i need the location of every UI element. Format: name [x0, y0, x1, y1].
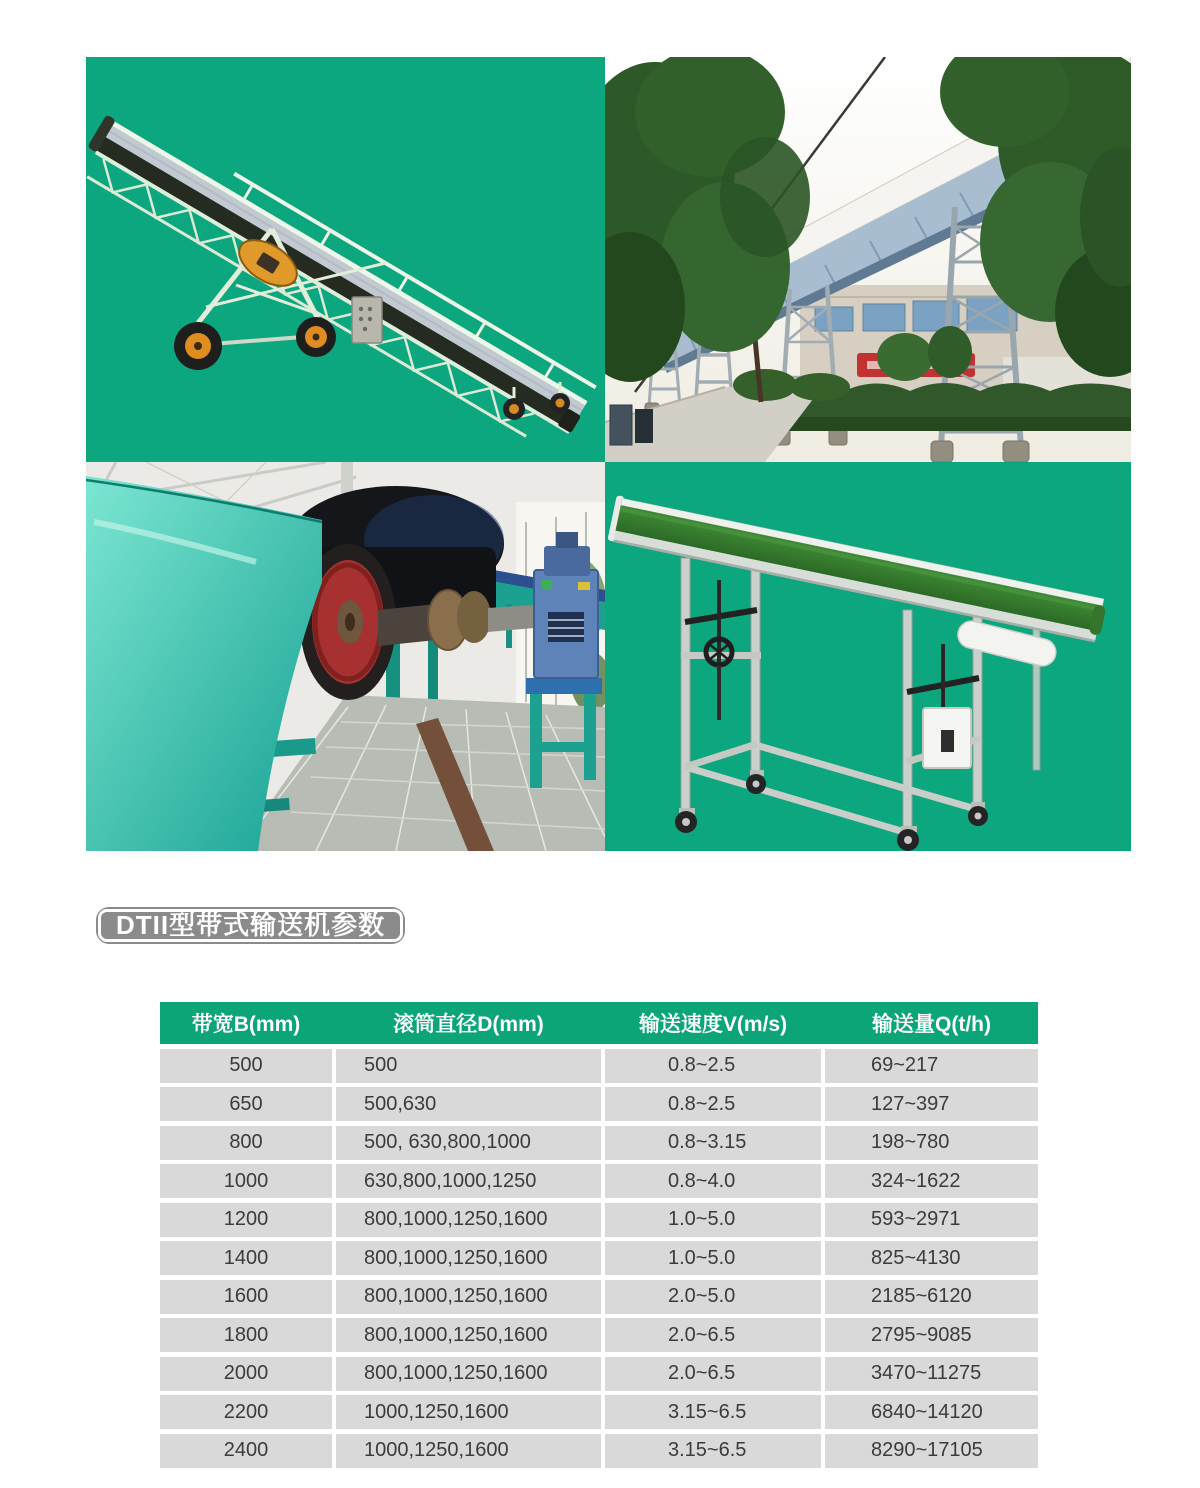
cell-capacity: 2795~9085 [825, 1318, 1038, 1352]
cell-drum-diameter: 800,1000,1250,1600 [336, 1280, 601, 1314]
cell-drum-diameter: 800,1000,1250,1600 [336, 1318, 601, 1352]
cell-belt-width: 1000 [160, 1164, 332, 1198]
cell-drum-diameter: 800,1000,1250,1600 [336, 1203, 601, 1237]
cell-belt-width: 1400 [160, 1241, 332, 1275]
cell-capacity: 127~397 [825, 1087, 1038, 1121]
cell-belt-speed: 1.0~5.0 [605, 1203, 821, 1237]
cell-drum-diameter: 500, 630,800,1000 [336, 1126, 601, 1160]
section-title: DTII型带式输送机参数 [116, 910, 386, 940]
table-row [160, 1087, 1038, 1121]
cell-belt-width: 1800 [160, 1318, 332, 1352]
cell-capacity: 69~217 [825, 1049, 1038, 1083]
table-row [160, 1203, 1038, 1237]
cell-belt-speed: 2.0~6.5 [605, 1318, 821, 1352]
header-belt-speed: 输送速度V(m/s) [638, 1013, 788, 1036]
cell-belt-width: 2400 [160, 1434, 332, 1468]
cell-drum-diameter: 800,1000,1250,1600 [336, 1241, 601, 1275]
cell-capacity: 8290~17105 [825, 1434, 1038, 1468]
cell-belt-width: 500 [160, 1049, 332, 1083]
spec-table-body [160, 1049, 1038, 1468]
table-row [160, 1280, 1038, 1314]
cell-capacity: 825~4130 [825, 1241, 1038, 1275]
table-row [160, 1126, 1038, 1160]
cell-belt-width: 650 [160, 1087, 332, 1121]
gallery-image-mobile-conveyor [86, 57, 605, 462]
cell-drum-diameter: 1000,1250,1600 [336, 1434, 601, 1468]
cell-belt-speed: 3.15~6.5 [605, 1395, 821, 1429]
table-row [160, 1357, 1038, 1391]
table-row [160, 1049, 1038, 1083]
cell-belt-speed: 1.0~5.0 [605, 1241, 821, 1275]
elevated-gallery-illustration [605, 57, 1131, 462]
cell-belt-width: 1600 [160, 1280, 332, 1314]
gallery-image-flat-conveyor [605, 462, 1131, 851]
cell-drum-diameter: 630,800,1000,1250 [336, 1164, 601, 1198]
cell-capacity: 324~1622 [825, 1164, 1038, 1198]
cell-belt-width: 800 [160, 1126, 332, 1160]
section-title-badge [96, 907, 405, 944]
cell-belt-width: 2200 [160, 1395, 332, 1429]
cell-drum-diameter: 500 [336, 1049, 601, 1083]
cell-belt-speed: 0.8~4.0 [605, 1164, 821, 1198]
drive-pulley-illustration [86, 462, 605, 851]
cell-belt-speed: 0.8~2.5 [605, 1087, 821, 1121]
cell-belt-speed: 2.0~5.0 [605, 1280, 821, 1314]
header-belt-width: 带宽B(mm) [191, 1013, 301, 1036]
table-row [160, 1241, 1038, 1275]
cell-belt-width: 2000 [160, 1357, 332, 1391]
cell-capacity: 593~2971 [825, 1203, 1038, 1237]
cell-drum-diameter: 1000,1250,1600 [336, 1395, 601, 1429]
header-capacity: 输送量Q(t/h) [872, 1013, 991, 1036]
cell-drum-diameter: 800,1000,1250,1600 [336, 1357, 601, 1391]
table-row [160, 1318, 1038, 1352]
cell-belt-speed: 3.15~6.5 [605, 1434, 821, 1468]
cell-drum-diameter: 500,630 [336, 1087, 601, 1121]
gallery-image-drive-pulley [86, 462, 605, 851]
cell-capacity: 198~780 [825, 1126, 1038, 1160]
flat-conveyor-illustration [605, 462, 1131, 851]
product-gallery [86, 57, 1131, 851]
cell-belt-width: 1200 [160, 1203, 332, 1237]
table-row [160, 1395, 1038, 1429]
cell-capacity: 3470~11275 [825, 1357, 1038, 1391]
cell-capacity: 6840~14120 [825, 1395, 1038, 1429]
table-row [160, 1164, 1038, 1198]
mobile-conveyor-illustration [86, 57, 605, 462]
cell-belt-speed: 0.8~2.5 [605, 1049, 821, 1083]
header-drum-diameter: 滚筒直径D(mm) [393, 1013, 544, 1036]
cell-belt-speed: 2.0~6.5 [605, 1357, 821, 1391]
spec-table-header-row [160, 1002, 1038, 1044]
gallery-image-elevated-gallery [605, 57, 1131, 462]
cell-belt-speed: 0.8~3.15 [605, 1126, 821, 1160]
cell-capacity: 2185~6120 [825, 1280, 1038, 1314]
table-row [160, 1434, 1038, 1468]
spec-table [160, 1002, 1038, 1468]
